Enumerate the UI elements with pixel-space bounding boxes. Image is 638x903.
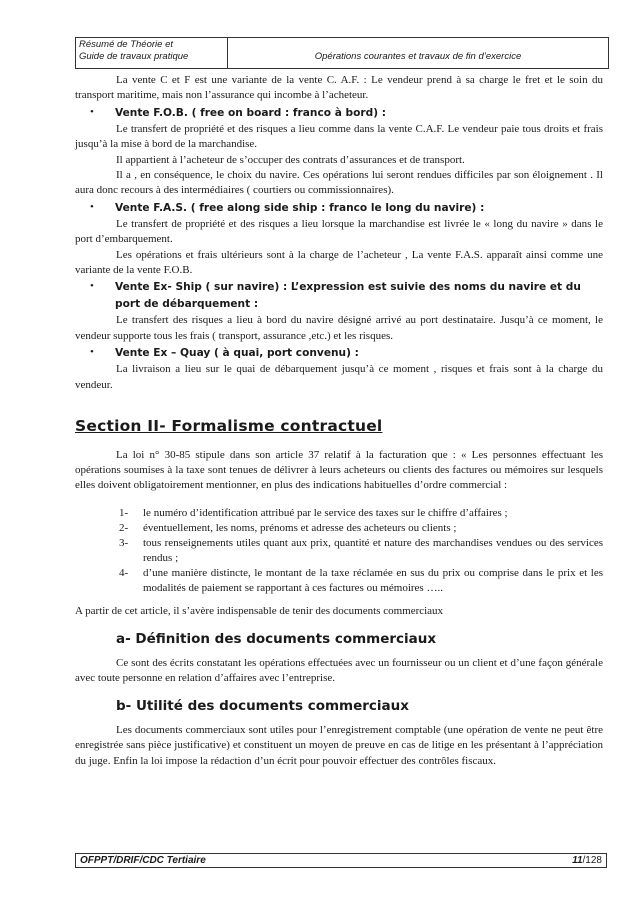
numbered-list xyxy=(119,506,603,596)
header-left-cell xyxy=(76,38,228,68)
intro-paragraph: La vente C et F est une variante de la vente C. A.F. : Le vendeur prend à sa charge le fret et le soin du transport maritime, mais non l’assurance qui incombe à l’acheteur. xyxy=(75,74,603,102)
bullet-title-ex-quay: Vente Ex – Quay ( à quai, port convenu) : xyxy=(115,347,359,360)
header-left-line1: Résumé de Théorie et xyxy=(79,39,173,50)
page-header xyxy=(75,37,609,69)
ex-quay-paragraph-1: La livraison a lieu sur le quai de débarquement jusqu’à ce moment , risques et frais sont à la charge du vendeur. xyxy=(75,363,603,391)
header-right-title: Opérations courantes et travaux de fin d’exercice xyxy=(314,50,522,62)
fob-paragraph-3: Il a , en conséquence, le choix du navire. Ces opérations lui seront rendues difficiles par son éloignement . Il aura donc recours à des intermédiaires ( courtiers ou commissionnaires). xyxy=(75,169,603,197)
bullet-icon: • xyxy=(90,200,94,213)
list-item xyxy=(119,521,603,536)
fob-paragraph-1: Le transfert de propriété et des risques a lieu comme dans la vente C.A.F. Le vendeur paie tous droits et frais jusqu’à la mise à bord de la marchandise. xyxy=(75,122,603,151)
page-number xyxy=(572,855,602,866)
header-left-line2: Guide de travaux pratique xyxy=(79,51,189,62)
list-item xyxy=(119,536,603,566)
page-total: /128 xyxy=(582,855,602,866)
utility-paragraph: Les documents commerciaux sont utiles pour l’enregistrement comptable (une opération de vente ne peut être enregistrée sans pièce justificative) et constituent un moyen de preuve en cas de litige en les présentant à l’appréciation du juge. Enfin la loi impose la rédaction d’un écrit pour pouvoir effectuer des contrôles fiscaux. xyxy=(75,723,603,767)
section-intro-paragraph: La loi n° 30-85 stipule dans son article 37 relatif à la facturation que : « Les personnes effectuant les opérations soumises à la taxe sont tenues de délivrer à leurs acheteurs ou clients des factures ou mémoires sur lesquels elles doivent obligatoirement mentionner, en plus des indications habituelles d’ordre commercial : xyxy=(75,448,603,492)
list-item-text: tous renseignements utiles quant aux prix, quantité et nature des marchandises vendues ou des services rendus ; xyxy=(143,536,603,564)
list-item-number: 1- xyxy=(119,506,129,519)
bullet-item-fob xyxy=(90,105,603,122)
bullet-item-ex-quay xyxy=(90,345,603,362)
fas-paragraph-2: Les opérations et frais ultérieurs sont à la charge de l’acheteur , La vente F.A.S. apparaît ainsi comme une variante de la vente F.O.B. xyxy=(75,248,603,277)
list-item-number: 2- xyxy=(119,521,129,534)
list-item xyxy=(119,506,603,521)
footer-left-label: OFPPT/DRIF/CDC Tertiaire xyxy=(80,855,206,866)
page-body xyxy=(75,73,603,769)
bullet-icon: • xyxy=(90,346,94,359)
fob-paragraph-2: Il appartient à l’acheteur de s’occuper des contrats d’assurances et de transport. xyxy=(116,153,465,166)
page-footer xyxy=(75,853,607,868)
bullet-icon: • xyxy=(90,280,94,293)
ex-ship-paragraph-1: Le transfert des risques a lieu à bord du navire désigné arrivé au port destinataire. Jusqu’à ce moment, le vendeur supporte tous les frais ( transport, assurance ,etc.) et les risques. xyxy=(75,314,603,342)
subheading-definition: a- Définition des documents commerciaux xyxy=(116,631,437,648)
bullet-item-fas xyxy=(90,200,603,217)
list-item-text: le numéro d’identification attribué par le service des taxes sur le chiffre d’affaires ; xyxy=(143,506,508,519)
bullet-title-fob: Vente F.O.B. ( free on board : franco à bord) : xyxy=(115,106,386,119)
list-item-text: d’une manière distincte, le montant de la taxe réclamée en sus du prix ou comprise dans le prix et les modalités de paiement se rapportant à ces factures ou mémoires ….. xyxy=(143,566,603,594)
bullet-title-ex-ship: Vente Ex- Ship ( sur navire) : L’expression est suivie des noms du navire et du port de débarquement : xyxy=(115,281,581,311)
list-item-number: 4- xyxy=(119,566,129,579)
list-item-text: éventuellement, les noms, prénoms et adresse des acheteurs ou clients ; xyxy=(143,521,457,534)
subheading-utility: b- Utilité des documents commerciaux xyxy=(116,698,409,715)
section-heading: Section II- Formalisme contractuel xyxy=(75,417,383,436)
list-item-number: 3- xyxy=(119,536,129,549)
fas-paragraph-1: Le transfert de propriété et des risques a lieu lorsque la marchandise est livrée le « long du navire » dans le port d’embarquement. xyxy=(75,217,603,246)
list-item xyxy=(119,566,603,596)
bullet-title-fas: Vente F.A.S. ( free along side ship : franco le long du navire) : xyxy=(115,201,485,214)
after-list-paragraph: A partir de cet article, il s’avère indispensable de tenir des documents commerciaux xyxy=(75,604,444,617)
definition-paragraph: Ce sont des écrits constatant les opérations effectuées avec un fournisseur ou un client et d’une façon générale avec toute personne en relation d’affaires avec l’entreprise. xyxy=(75,656,603,684)
page-current: 11 xyxy=(572,855,583,866)
bullet-icon: • xyxy=(90,105,94,118)
bullet-item-ex-ship xyxy=(90,279,603,313)
